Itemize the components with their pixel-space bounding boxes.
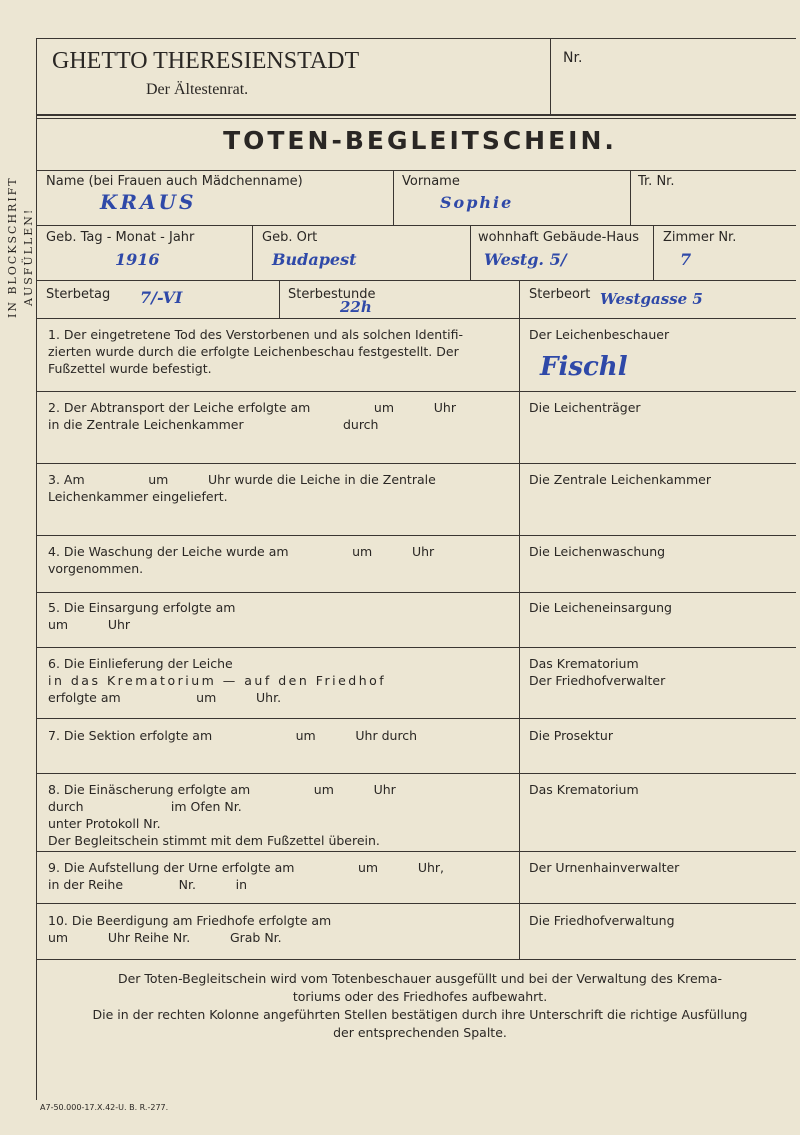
table-top-rule [36, 170, 796, 171]
sterbeort-value: Westgasse 5 [600, 290, 703, 308]
wohnhaft-label: wohnhaft Gebäude-Haus [478, 230, 640, 245]
footer-line-3: Die in der rechten Kolonne angeführten Stellen bestätigen durch ihre Unterschrift die richtige Ausfüllung [92, 1007, 748, 1022]
header-subtitle: Der Ältestenrat. [146, 81, 249, 98]
sterbetag-label: Sterbetag [46, 287, 111, 302]
sterbestunde-value: 22h [340, 298, 372, 316]
step-5-text: 5. Die Einsargung erfolgte am um Uhr [48, 600, 236, 632]
row3-divider-a [279, 280, 280, 318]
step-7-text: 7. Die Sektion erfolgte am um Uhr durch [48, 728, 418, 743]
zimmer-value: 7 [680, 250, 692, 269]
row1-divider-a [393, 170, 394, 225]
step-7-signatory: Die Prosektur [529, 728, 613, 743]
geb-tag-label: Geb. Tag - Monat - Jahr [46, 230, 195, 245]
row3-bottom-rule [36, 318, 796, 319]
header-bottom-rule [36, 114, 796, 116]
step-10-text: 10. Die Beerdigung am Friedhofe erfolgte am um Uhr Reihe Nr. Grab Nr. [48, 913, 332, 945]
geb-ort-label: Geb. Ort [262, 230, 318, 245]
footer-line-1: Der Toten-Begleitschein wird vom Totenbeschauer ausgefüllt und bei der Verwaltung des Krema- [117, 971, 723, 986]
zimmer-label: Zimmer Nr. [663, 230, 737, 245]
row2-divider-c [653, 225, 654, 280]
step-1-text: 1. Der eingetretene Tod des Verstorbenen und als solchen Identifi- zierten wurde durch die erfolgte Leichenbeschau festgestellt. Der Fußzettel wurde befestigt. [48, 327, 463, 376]
step-9-signatory: Der Urnenhainverwalter [529, 860, 680, 875]
step-10-signatory: Die Friedhofverwaltung [529, 913, 675, 928]
step10-bottom-rule [36, 959, 796, 960]
step-6-signatory: Das Krematorium Der Friedhofverwalter [529, 656, 666, 688]
step-3-text: 3. Am um Uhr wurde die Leiche in die Zentrale Leichenkammer eingeliefert. [48, 472, 436, 504]
name-value: KRAUS [100, 190, 197, 214]
vorname-label: Vorname [402, 174, 460, 189]
footer-line-4: der entsprechenden Spalte. [333, 1025, 507, 1040]
geb-ort-value: Budapest [272, 250, 357, 269]
tr-nr-label: Tr. Nr. [638, 174, 675, 189]
step-4-text: 4. Die Waschung der Leiche wurde am um Uhr vorgenommen. [48, 544, 435, 576]
header-title: GHETTO THERESIENSTADT [52, 48, 360, 74]
step8-bottom-rule [36, 851, 796, 852]
sterbetag-value: 7/-VI [140, 288, 183, 307]
header-bottom-rule-2 [36, 118, 796, 119]
step5-bottom-rule [36, 647, 796, 648]
side-note-line1: IN BLOCKSCHRIFT [6, 176, 19, 318]
name-label: Name (bei Frauen auch Mädchenname) [46, 174, 303, 189]
step9-bottom-rule [36, 903, 796, 904]
footer-note [40, 970, 800, 1042]
print-code: A7-50.000-17.X.42-U. B. R.-277. [40, 1103, 169, 1112]
step1-bottom-rule [36, 391, 796, 392]
row1-bottom-rule [36, 225, 796, 226]
footer-line-2: toriums oder des Friedhofes aufbewahrt. [292, 989, 548, 1004]
step7-bottom-rule [36, 773, 796, 774]
outer-frame-left [36, 38, 37, 1100]
form-title: TOTEN-BEGLEITSCHEIN. [223, 126, 617, 155]
step-8-signatory: Das Krematorium [529, 782, 639, 797]
outer-frame-top [36, 38, 796, 39]
step3-bottom-rule [36, 535, 796, 536]
step-1-signatory: Der Leichenbeschauer [529, 327, 670, 342]
sterbeort-label: Sterbeort [529, 287, 591, 302]
geb-tag-value: 1916 [115, 250, 160, 269]
nr-label: Nr. [563, 50, 583, 66]
nr-divider [550, 38, 551, 114]
step2-bottom-rule [36, 463, 796, 464]
row2-divider-a [252, 225, 253, 280]
step-2-signatory: Die Leichenträger [529, 400, 641, 415]
row2-divider-b [470, 225, 471, 280]
sterbestunde-label: Sterbestunde [288, 287, 376, 302]
step-2-text: 2. Der Abtransport der Leiche erfolgte am um Uhr in die Zentrale Leichenkammer durch [48, 400, 456, 432]
step-8-text: 8. Die Einäscherung erfolgte am um Uhr durch im Ofen Nr. unter Protokoll Nr. Der Begleitschein stimmt mit dem Fußzettel überein. [48, 782, 396, 848]
wohnhaft-value: Westg. 5/ [484, 250, 567, 269]
step6-bottom-rule [36, 718, 796, 719]
steps-column-divider [519, 280, 520, 959]
step-3-signatory: Die Zentrale Leichenkammer [529, 472, 711, 487]
vorname-value: Sophie [440, 193, 514, 212]
step-9-text: 9. Die Aufstellung der Urne erfolgte am um Uhr, in der Reihe Nr. in [48, 860, 445, 892]
row1-divider-b [630, 170, 631, 225]
row2-bottom-rule [36, 280, 796, 281]
step-5-signatory: Die Leicheneinsargung [529, 600, 672, 615]
step-4-signatory: Die Leichenwaschung [529, 544, 666, 559]
side-note-line2: AUSFÜLLEN! [22, 207, 35, 306]
beschauer-signature: Fischl [540, 352, 628, 382]
step4-bottom-rule [36, 592, 796, 593]
step-6-text: 6. Die Einlieferung der Leiche in das Krematorium — auf den Friedhof erfolgte am um Uhr. [48, 656, 387, 705]
